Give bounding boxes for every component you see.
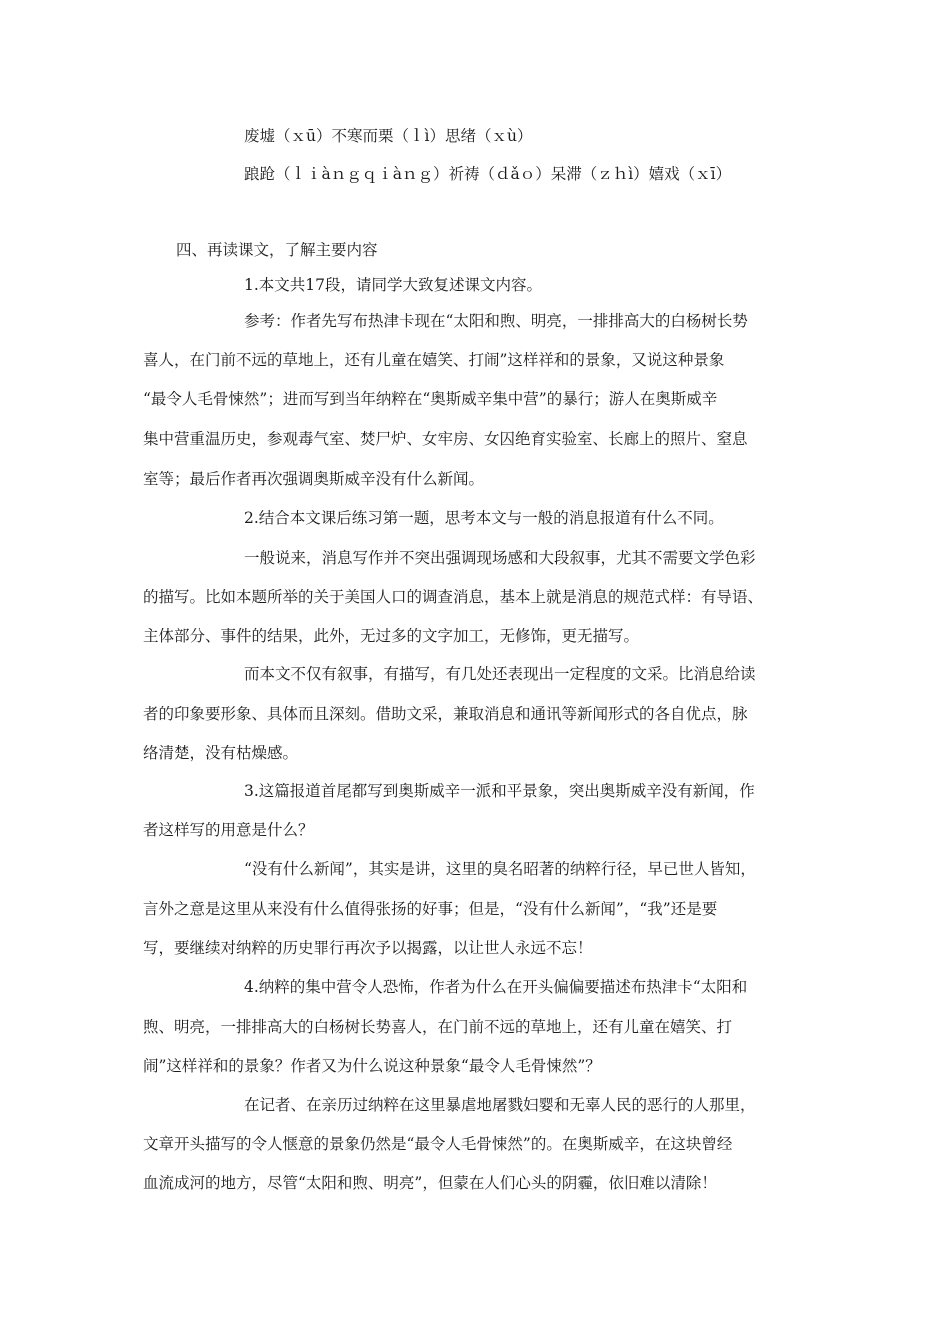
- question-3-line-2: 者这样写的用意是什么？: [143, 821, 314, 839]
- answer-1-line-1: 参考：作者先写布热津卡现在“太阳和煦、明亮，一排排高大的白杨树长势: [244, 312, 748, 330]
- answer-1-line-5: 室等；最后作者再次强调奥斯威辛没有什么新闻。: [143, 470, 485, 488]
- answer-3-line-3: 写，要继续对纳粹的历史罪行再次予以揭露，以让世人永远不忘！: [143, 939, 593, 957]
- answer-2-line-5: 者的印象要形象、具体而且深刻。借助文采，兼取消息和通讯等新闻形式的各自优点，脉: [143, 705, 748, 723]
- answer-4-line-1: 在记者、在亲历过纳粹在这里暴虐地屠戮妇婴和无辜人民的恶行的人那里，: [244, 1096, 756, 1114]
- question-4-line-3: 闹”这样祥和的景象？作者又为什么说这种景象“最令人毛骨悚然”？: [143, 1057, 601, 1075]
- question-2: 2.结合本文课后练习第一题，思考本文与一般的消息报道有什么不同。: [244, 509, 724, 527]
- answer-3-line-1: “没有什么新闻”，其实是讲，这里的臭名昭著的纳粹行径，早已世人皆知，: [244, 860, 756, 878]
- answer-1-line-2: 喜人，在门前不远的草地上，还有儿童在嬉笑、打闹”这样祥和的景象，又说这种景象: [143, 351, 725, 369]
- question-1: 1.本文共17段，请同学大致复述课文内容。: [244, 276, 543, 294]
- question-3-line-1: 3.这篇报道首尾都写到奥斯威辛一派和平景象，突出奥斯威辛没有新闻，作: [244, 782, 755, 800]
- answer-2-line-2: 的描写。比如本题所举的关于美国人口的调查消息，基本上就是消息的规范式样：有导语、: [143, 588, 764, 606]
- answer-2-line-4: 而本文不仅有叙事，有描写，有几处还表现出一定程度的文采。比消息给读: [244, 665, 756, 683]
- answer-2-line-3: 主体部分、事件的结果，此外，无过多的文字加工，无修饰，更无描写。: [143, 627, 640, 645]
- question-4-line-1: 4.纳粹的集中营令人恐怖，作者为什么在开头偏偏要描述布热津卡“太阳和: [244, 978, 748, 996]
- answer-1-line-4: 集中营重温历史，参观毒气室、焚尸炉、女牢房、女囚绝育实验室、长廊上的照片、窒息: [143, 430, 748, 448]
- answer-2-line-6: 络清楚，没有枯燥感。: [143, 744, 299, 762]
- answer-4-line-3: 血流成河的地方，尽管“太阳和煦、明亮”，但蒙在人们心头的阴霾，依旧难以清除！: [143, 1174, 717, 1192]
- answer-4-line-2: 文章开头描写的令人惬意的景象仍然是“最令人毛骨悚然”的。在奥斯威辛，在这块曾经: [143, 1135, 733, 1153]
- vocab-line-1: 废墟（ｘū）不寒而栗（ｌì）思绪（ｘù）: [244, 127, 533, 145]
- answer-1-line-3: “最令人毛骨悚然”；进而写到当年纳粹在“奥斯威辛集中营”的暴行；游人在奥斯威辛: [143, 390, 718, 408]
- question-4-line-2: 煦、明亮，一排排高大的白杨树长势喜人，在门前不远的草地上，还有儿童在嬉笑、打: [143, 1018, 733, 1036]
- section-heading: 四、再读课文，了解主要内容: [176, 241, 378, 259]
- answer-3-line-2: 言外之意是这里从来没有什么值得张扬的好事；但是，“没有什么新闻”，“我”还是要: [143, 900, 718, 918]
- vocab-line-2: 踉跄（ｌｉàｎｇｑｉàｎｇ）祈祷（ｄǎｏ）呆滞（ｚｈì）嬉戏（ｘī）: [244, 165, 732, 183]
- answer-2-line-1: 一般说来，消息写作并不突出强调现场感和大段叙事，尤其不需要文学色彩: [244, 549, 756, 567]
